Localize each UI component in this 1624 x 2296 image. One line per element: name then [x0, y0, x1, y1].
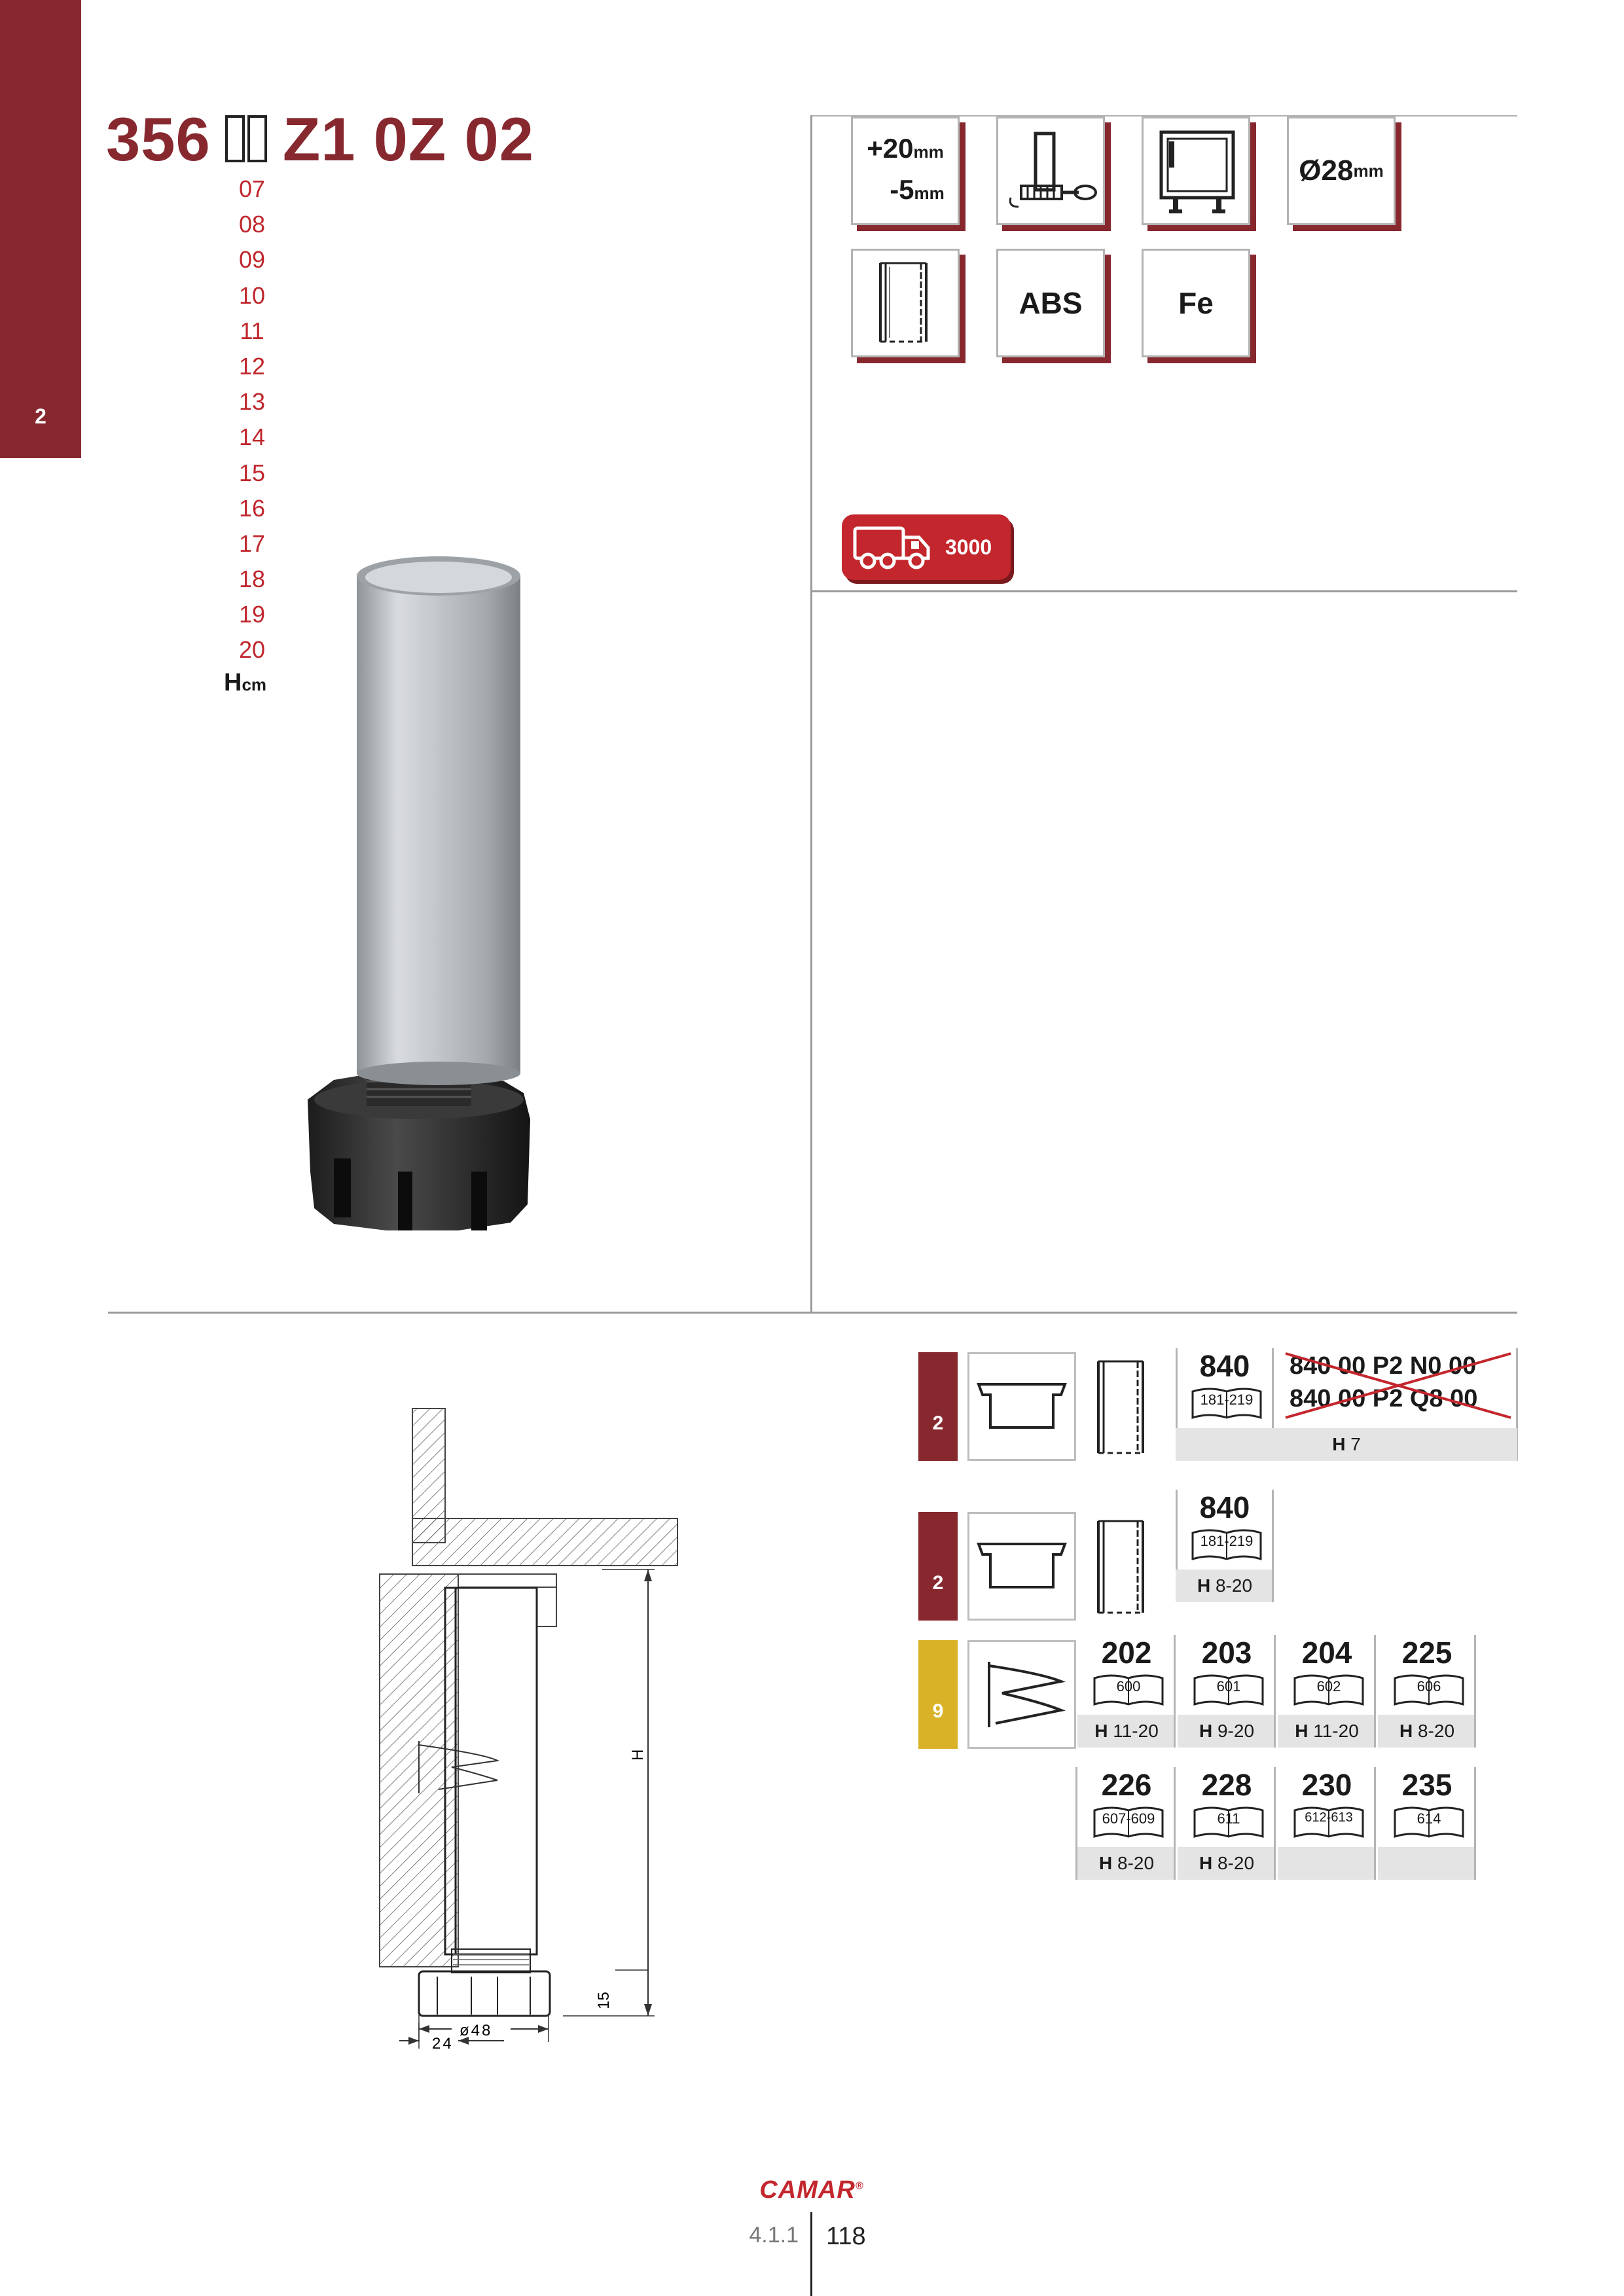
plinth-clip-graphic — [969, 1354, 1074, 1459]
catalogue-pages: 181-219 — [1200, 1391, 1254, 1408]
compat-column — [1178, 1767, 1276, 1880]
plinth-clip-icon — [967, 1640, 1076, 1749]
height-range-empty — [1278, 1847, 1376, 1880]
book-icon — [1192, 1804, 1265, 1840]
diameter-dimension — [393, 2009, 563, 2049]
compat-code: 228 — [1201, 1768, 1252, 1802]
height-code: 19 — [238, 601, 266, 628]
section-number: 2 — [35, 404, 46, 428]
book-icon — [1392, 1804, 1466, 1840]
height-range: H 9-20 — [1178, 1715, 1276, 1748]
height-range: H 8-20 — [1378, 1715, 1476, 1748]
compat-code: 202 — [1101, 1636, 1152, 1670]
struck-codes — [1274, 1348, 1517, 1422]
book-icon — [1292, 1672, 1365, 1708]
cross-out-mark — [1274, 1348, 1517, 1422]
catalogue-pages: 600 — [1116, 1678, 1141, 1695]
height-code-list — [216, 171, 288, 668]
height-code: 16 — [238, 494, 266, 522]
dimension-diameter-label: ø48 — [460, 2022, 493, 2039]
height-code: 12 — [238, 352, 266, 380]
compat-code: 226 — [1101, 1768, 1152, 1802]
height-code: 17 — [238, 529, 266, 557]
profile-icon — [1087, 1355, 1159, 1460]
technical-drawing — [340, 1394, 707, 2049]
compat-code: 204 — [1301, 1636, 1352, 1670]
catalogue-pages: 601 — [1216, 1678, 1241, 1695]
catalogue-pages: 606 — [1416, 1678, 1441, 1695]
compat-code: 840 — [1199, 1490, 1250, 1524]
leveling-tool-icon — [996, 117, 1105, 225]
compat-code: 840 — [1199, 1349, 1250, 1383]
catalogue-pages: 614 — [1416, 1810, 1441, 1827]
height-range-empty — [1378, 1847, 1476, 1880]
height-range: H 8-20 — [1077, 1847, 1176, 1880]
compat-column — [1176, 1490, 1274, 1602]
book-icon — [1392, 1672, 1466, 1708]
book-icon — [1292, 1804, 1365, 1840]
category-tab: 2 — [918, 1512, 958, 1621]
height-code: 11 — [240, 317, 264, 344]
height-range: H 11-20 — [1077, 1715, 1176, 1748]
section-tab — [0, 0, 81, 458]
compat-code: 225 — [1401, 1636, 1453, 1670]
material-abs-icon: ABS — [996, 249, 1105, 357]
compat-column — [1077, 1767, 1176, 1880]
dimension-base-label: 15 — [595, 1992, 613, 2009]
divider — [810, 115, 812, 1313]
product-photo — [288, 550, 589, 1257]
compat-code: 203 — [1201, 1636, 1252, 1670]
height-range: H 8-20 — [1176, 1570, 1274, 1602]
plinth-clip-graphic — [969, 1514, 1074, 1619]
product-code-prefix: 356 — [106, 105, 211, 173]
struck-code: 840 00 P2 N0 00 — [1290, 1352, 1477, 1380]
height-code: 08 — [238, 211, 266, 238]
compat-column — [1077, 1635, 1176, 1748]
tube-diameter-icon: Ø28 mm — [1287, 117, 1396, 225]
book-icon — [1190, 1385, 1263, 1422]
height-code: 07 — [238, 175, 266, 202]
compat-column — [1278, 1635, 1376, 1748]
compat-column — [1378, 1767, 1476, 1880]
category-tab: 9 — [918, 1640, 958, 1749]
height-range: H 11-20 — [1278, 1715, 1376, 1748]
material-fe-icon: Fe — [1142, 249, 1250, 357]
book-icon — [1192, 1672, 1265, 1708]
height-range: H 8-20 — [1178, 1847, 1276, 1880]
catalogue-pages: 612-613 — [1305, 1810, 1353, 1825]
box-pair-icon — [224, 115, 270, 164]
page-number: 118 — [826, 2223, 866, 2250]
appliance-leg-icon — [1142, 117, 1250, 225]
dimension-height-label: H — [629, 1749, 647, 1761]
plinth-clip-icon — [967, 1512, 1076, 1621]
divider — [108, 1312, 1517, 1314]
book-icon — [1190, 1526, 1263, 1563]
product-code-suffix: Z1 0Z 02 — [282, 105, 535, 173]
leveling-tool-graphic — [1001, 122, 1100, 220]
profile-graphic — [866, 254, 945, 352]
height-range: H 7 — [1176, 1428, 1517, 1461]
divider — [812, 590, 1517, 592]
shipping-quantity-badge: 3000 — [842, 514, 1011, 580]
book-icon — [1092, 1672, 1165, 1708]
struck-code: 840 00 P2 Q8 00 — [1290, 1385, 1478, 1412]
footer-divider — [810, 2212, 812, 2296]
height-code: 15 — [238, 459, 266, 486]
height-unit-label: Hcm — [224, 669, 267, 696]
catalogue-pages: 181-219 — [1200, 1533, 1254, 1549]
compat-code: 235 — [1401, 1768, 1453, 1802]
brand-logo: CAMAR® — [759, 2176, 864, 2204]
height-adjustment-icon: +20mm -5mm — [851, 117, 960, 225]
book-icon — [1092, 1804, 1165, 1840]
height-code: 18 — [238, 565, 266, 593]
height-code: 20 — [238, 636, 266, 664]
height-code: 09 — [238, 246, 266, 274]
catalogue-pages: 607-609 — [1102, 1810, 1155, 1827]
category-tab: 2 — [918, 1352, 958, 1461]
dimension-width-label: 24 — [432, 2035, 454, 2049]
catalogue-pages: 611 — [1217, 1810, 1240, 1827]
appliance-leg-graphic — [1147, 122, 1245, 220]
height-code: 10 — [238, 281, 266, 309]
section-number-footer: 4.1.1 — [749, 2223, 799, 2248]
catalogue-pages: 602 — [1316, 1678, 1341, 1695]
plinth-clip-icon — [967, 1352, 1076, 1461]
spring-clip-graphic — [969, 1642, 1074, 1747]
product-code — [106, 103, 534, 175]
truck-icon — [851, 518, 936, 577]
profile-icon — [851, 249, 960, 357]
compat-column — [1278, 1767, 1376, 1880]
compat-column — [1178, 1635, 1276, 1748]
compat-code: 230 — [1301, 1768, 1352, 1802]
height-code: 13 — [238, 388, 266, 416]
compat-column — [1378, 1635, 1476, 1748]
profile-icon — [1087, 1515, 1159, 1619]
height-code: 14 — [238, 423, 266, 451]
